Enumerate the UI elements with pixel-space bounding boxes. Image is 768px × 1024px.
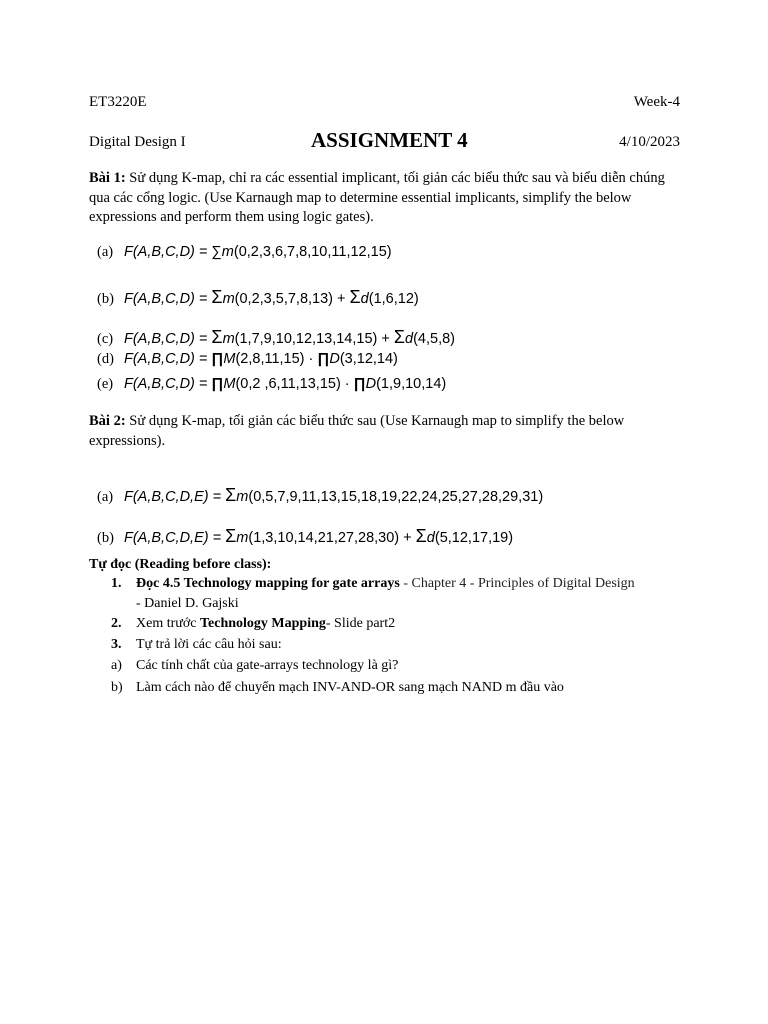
expression-lhs: F(A,B,C,D,E) = (124, 530, 226, 546)
reading-item-pre: Xem trước (136, 616, 200, 631)
operator-variable: D (365, 376, 377, 392)
bai2-text: Sử dụng K-map, tối giản các biểu thức sau (Use Karnaugh map to simplify the below expressions). (89, 413, 625, 449)
reading-item-number: 2. (111, 616, 122, 631)
reading-item-1-cont: - Daniel D. Gajski (136, 596, 239, 611)
expression-terms: (5,12,17,19) (434, 530, 514, 546)
operator-variable: d (360, 291, 369, 307)
operator-symbol: Σ (225, 485, 237, 505)
expression-label: (a) (97, 489, 114, 505)
expression-terms: (0,2 ,6,11,13,15) · (235, 376, 354, 392)
bai1-expression-a (97, 244, 392, 261)
reading-item-3 (111, 637, 282, 653)
expression-label: (b) (97, 291, 114, 307)
operator-symbol: ∏ (317, 351, 330, 367)
reading-item-text: Các tính chất của gate-arrays technology là gì? (136, 658, 399, 673)
reading-item-text: - Chapter 4 - Principles of Digital Design (399, 576, 635, 591)
course-name: Digital Design I (89, 134, 186, 150)
expression-label: (a) (97, 244, 114, 260)
page-title: ASSIGNMENT 4 (311, 128, 468, 152)
reading-item-number: b) (111, 680, 123, 695)
operator-symbol: ∑ (211, 244, 222, 260)
course-code: ET3220E (89, 94, 147, 110)
bai2-label: Bài 2: (89, 413, 126, 429)
reading-item-bold: Đọc 4.5 Technology mapping for gate arrays (136, 576, 400, 591)
bai1-expression-d (97, 351, 398, 368)
expression-lhs: F(A,B,C,D,E) = (124, 489, 226, 505)
reading-item-text: Làm cách nào để chuyển mạch INV-AND-OR sang mạch NAND m đầu vào (136, 680, 564, 695)
expression-label: (b) (97, 530, 114, 546)
expression-lhs: F(A,B,C,D) = (124, 244, 212, 260)
expression-label: (d) (97, 351, 114, 367)
bai2-expression-a (97, 485, 543, 506)
bai1-expression-b (97, 287, 419, 308)
expression-terms: (1,9,10,14) (376, 376, 447, 392)
bai2-expression-b (97, 526, 513, 547)
operator-variable: m (222, 331, 235, 347)
reading-item-number: a) (111, 658, 122, 673)
bai2-paragraph (89, 412, 679, 451)
operator-symbol: ∏ (211, 351, 224, 367)
reading-item-text: Tự trả lời các câu hỏi sau: (136, 637, 282, 652)
operator-variable: d (426, 530, 435, 546)
expression-terms: (2,8,11,15) · (235, 351, 318, 367)
operator-variable: d (405, 331, 414, 347)
reading-heading: Tự đọc (Reading before class): (89, 557, 272, 572)
bai1-label: Bài 1: (89, 170, 126, 186)
reading-item-number: 3. (111, 637, 122, 652)
reading-item-2 (111, 616, 395, 632)
operator-symbol: Σ (415, 526, 427, 546)
operator-variable: M (223, 376, 236, 392)
bai1-text: Sử dụng K-map, chỉ ra các essential implicant, tối giản các biểu thức sau và biểu diễn chúng qua các cổng logic. (Use Karnaugh map to determine essential implicants, simplify the below expressions and perform them using logic gates). (89, 170, 665, 225)
expression-lhs: F(A,B,C,D) = (124, 331, 212, 347)
expression-lhs: F(A,B,C,D) = (124, 376, 212, 392)
expression-terms: (3,12,14) (339, 351, 398, 367)
operator-variable: m (236, 530, 249, 546)
expression-terms: (1,6,12) (368, 291, 419, 307)
operator-symbol: ∏ (211, 376, 224, 392)
reading-item-text: - Slide part2 (325, 616, 396, 631)
expression-terms: (4,5,8) (413, 331, 456, 347)
operator-symbol: Σ (349, 287, 361, 307)
expression-lhs: F(A,B,C,D) = (124, 351, 212, 367)
operator-variable: m (222, 291, 235, 307)
week-label: Week-4 (633, 94, 680, 110)
operator-variable: m (221, 244, 234, 260)
operator-symbol: Σ (393, 327, 406, 347)
operator-symbol: Σ (211, 327, 223, 347)
expression-terms: (1,7,9,10,12,13,14,15) + (234, 331, 394, 347)
reading-item-bold: Technology Mapping (199, 616, 326, 631)
expression-label: (c) (97, 331, 114, 347)
bai1-paragraph (89, 169, 679, 228)
bai1-expression-c (97, 327, 455, 348)
reading-item-a (111, 658, 398, 674)
bai1-expression-e (97, 376, 446, 393)
expression-label: (e) (97, 376, 114, 392)
operator-variable: D (329, 351, 340, 367)
date: 4/10/2023 (619, 134, 680, 150)
operator-symbol: Σ (211, 287, 223, 307)
expression-lhs: F(A,B,C,D) = (124, 291, 212, 307)
expression-terms: (0,2,3,5,7,8,13) + (234, 291, 350, 307)
operator-variable: m (236, 489, 249, 505)
expression-terms: (1,3,10,14,21,27,28,30) + (248, 530, 416, 546)
operator-symbol: ∏ (353, 376, 366, 392)
operator-variable: M (223, 351, 236, 367)
operator-symbol: Σ (225, 526, 237, 546)
expression-terms: (0,2,3,6,7,8,10,11,12,15) (233, 244, 392, 260)
reading-item-1 (111, 576, 635, 592)
reading-item-number: 1. (111, 576, 122, 591)
reading-item-b (111, 680, 564, 696)
expression-terms: (0,5,7,9,11,13,15,18,19,22,24,25,27,28,29,31) (248, 489, 544, 505)
